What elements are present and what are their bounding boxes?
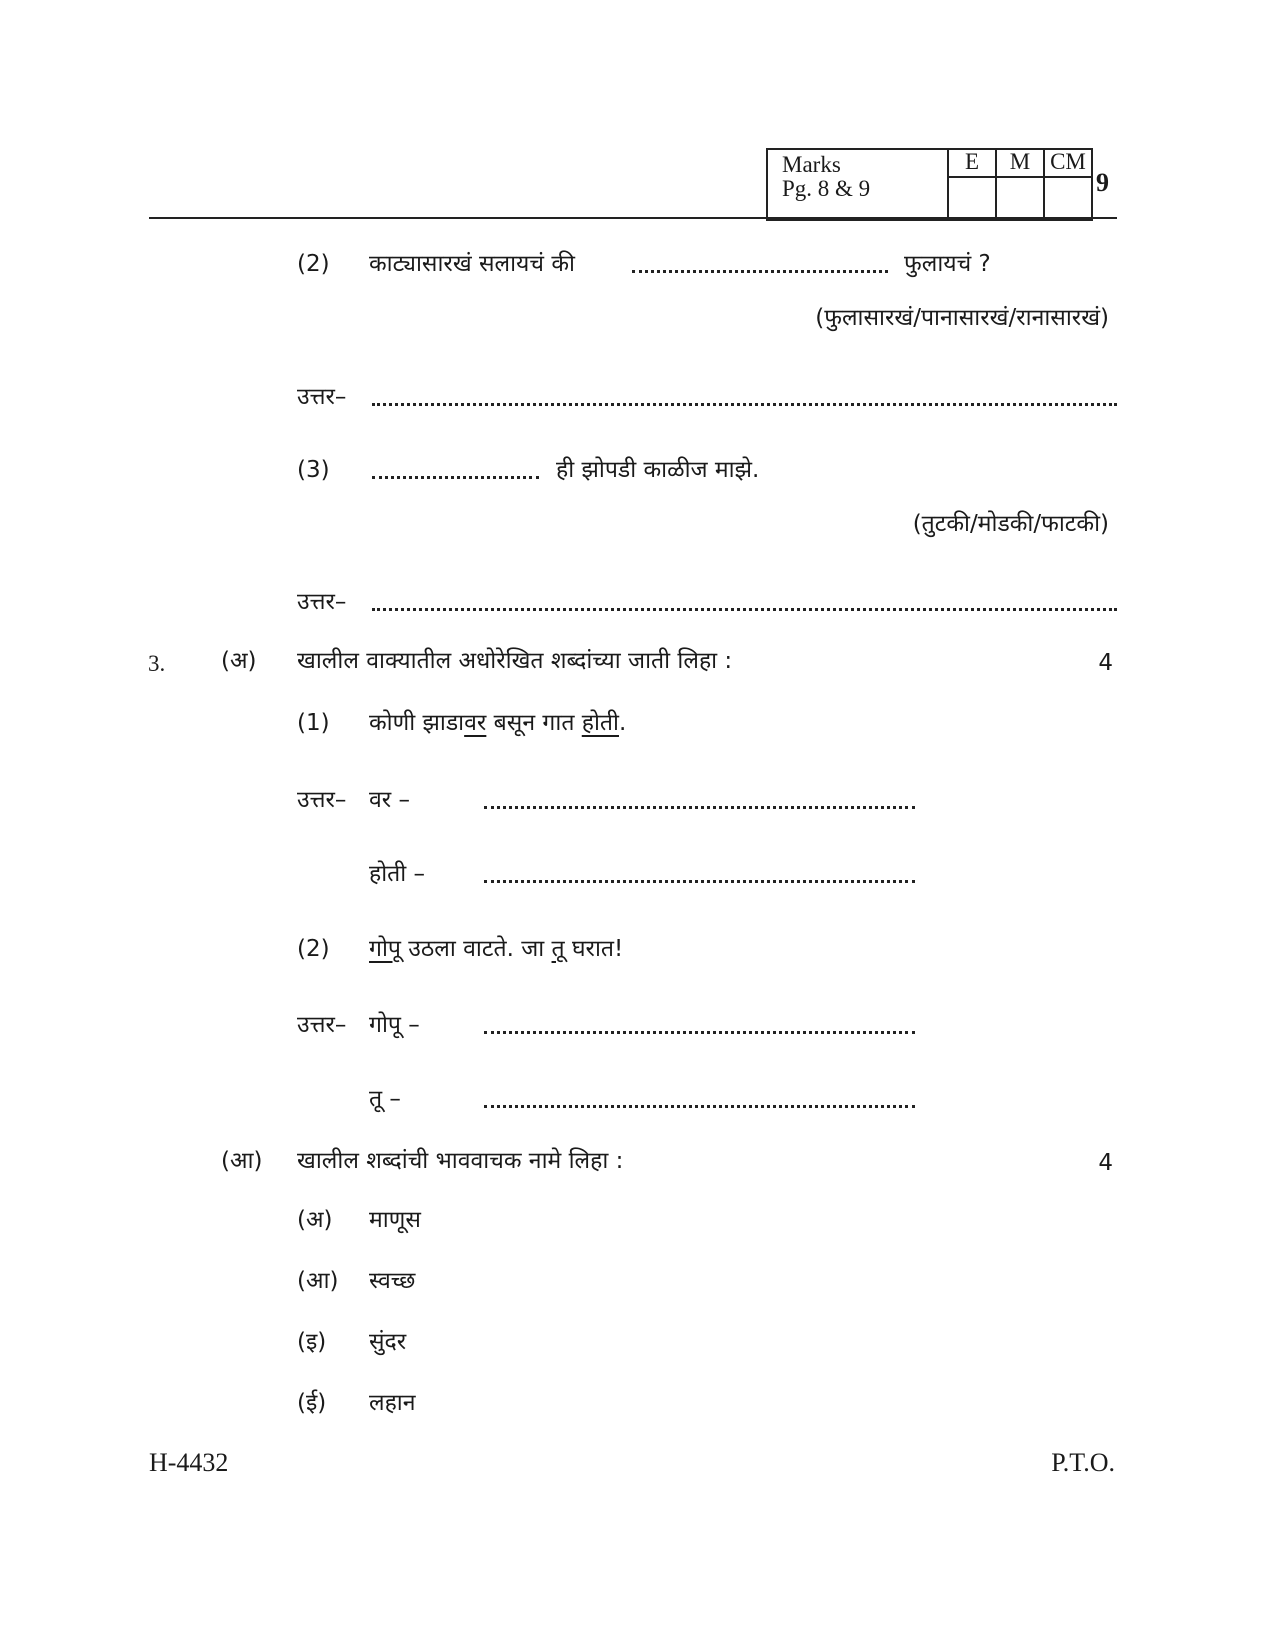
underlined-word: वर — [464, 710, 487, 736]
q2-3-text-after: ही झोपडी काळीज माझे. — [556, 457, 760, 483]
page-number: 9 — [1096, 168, 1109, 197]
q3-b-item-word: माणूस — [369, 1207, 421, 1233]
q3-b-item-label: (अ) — [297, 1207, 333, 1233]
q3-a-s1-line2 — [484, 880, 915, 883]
q3-a-s2-word2: तू – — [369, 1086, 401, 1112]
marks-col-cm: CM — [1044, 149, 1092, 177]
marks-label: Marks — [782, 152, 841, 177]
q2-3-answer-line — [372, 608, 1117, 611]
q3-a-s1-line1 — [484, 806, 915, 809]
underlined-word: होती — [581, 710, 619, 736]
q3-b-item-label: (इ) — [297, 1329, 327, 1355]
q2-2-number: (2) — [297, 251, 330, 277]
q3-a-s1-sentence: कोणी झाडावर बसून गात होती. — [369, 710, 627, 736]
q3-a-s2-word1: गोपू – — [369, 1012, 420, 1038]
q3-a-s1-number: (1) — [297, 710, 330, 736]
q2-2-text-after: फुलायचं ? — [904, 251, 991, 277]
q3-b-instruction: खालील शब्दांची भाववाचक नामे लिहा : — [297, 1148, 624, 1174]
marks-cell-e — [948, 177, 996, 220]
q3-a-instruction: खालील वाक्यातील अधोरेखित शब्दांच्या जाती लिहा : — [297, 648, 733, 674]
q2-2-text-before: काट्यासारखं सलायचं की — [369, 251, 575, 277]
marks-col-m: M — [996, 149, 1044, 177]
q3-a-s1-word1: वर – — [369, 787, 411, 813]
q3-a-marks: 4 — [1098, 650, 1113, 676]
marks-cell-cm — [1044, 177, 1092, 220]
q3-a-s1-word2: होती – — [369, 861, 426, 887]
underlined-word: तू — [551, 936, 565, 962]
q3-a-s2-sentence: गोपू उठला वाटते. जा तू घरात! — [369, 936, 624, 962]
q3-a-s2-answer-label: उत्तर– — [297, 1012, 347, 1038]
marks-table — [766, 148, 1093, 221]
marks-cell-m — [996, 177, 1044, 220]
q3-b-label: (आ) — [221, 1148, 263, 1174]
q3-a-s2-line2 — [484, 1105, 915, 1108]
q3-a-label: (अ) — [221, 648, 257, 674]
q3-a-s2-line1 — [484, 1031, 915, 1034]
q3-b-item-word: लहान — [369, 1390, 416, 1416]
q3-a-s2-number: (2) — [297, 936, 330, 962]
q2-2-options: (फुलासारखं/पानासारखं/रानासारखं) — [815, 305, 1109, 331]
q3-a-s1-answer-label: उत्तर– — [297, 787, 347, 813]
q2-2-answer-label: उत्तर– — [297, 384, 347, 410]
q2-3-blank — [372, 476, 539, 479]
header-rule — [149, 217, 1117, 219]
q2-3-answer-label: उत्तर– — [297, 589, 347, 615]
q3-b-item-label: (ई) — [297, 1390, 327, 1416]
marks-col-e: E — [948, 149, 996, 177]
q3-b-item-word: स्वच्छ — [369, 1268, 416, 1294]
paper-code: H-4432 — [149, 1448, 229, 1477]
q2-2-answer-line — [372, 403, 1117, 406]
q3-b-item-label: (आ) — [297, 1268, 339, 1294]
q3-b-item-word: सुंदर — [369, 1329, 407, 1355]
pto-label: P.T.O. — [1051, 1448, 1115, 1477]
pages-label: Pg. 8 & 9 — [782, 176, 871, 202]
q2-3-number: (3) — [297, 457, 330, 483]
q3-b-marks: 4 — [1098, 1150, 1113, 1176]
q2-3-options: (तुटकी/मोडकी/फाटकी) — [912, 511, 1109, 537]
underlined-word: गोपू — [369, 936, 401, 962]
q3-number: 3. — [148, 651, 166, 676]
marks-label-cell — [767, 149, 948, 220]
q2-2-blank — [632, 270, 888, 273]
